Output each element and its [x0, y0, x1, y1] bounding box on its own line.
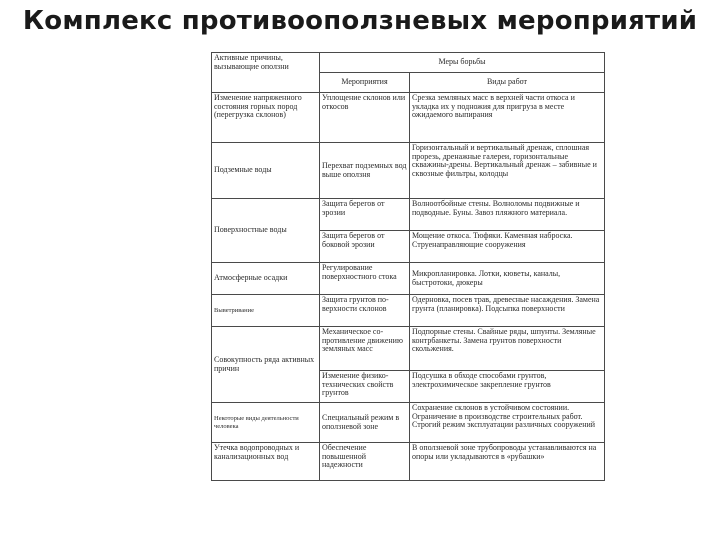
measure-lateral: Защита берегов от боковой эрозии	[320, 231, 410, 263]
work-mats: Мощение откоса. Тюфяки. Каменная наброска. Струенаправляющие сооружения	[410, 231, 605, 263]
measure-protect: Защита грунтов по-верхности склонов	[320, 295, 410, 327]
cause-human: Некоторые виды деятельности человека	[212, 403, 320, 443]
work-dry: Подсушка в обходе способами грунтов, электрохимическое закрепление грунтов	[410, 371, 605, 403]
work-drain: Горизонтальный и вертикальный дренаж, сплошная прорезь, дренажные галереи, горизонтальные скважины-дрены. Вертикальный дренаж – забивные и сквозные фильтры, колодцы	[410, 143, 605, 199]
document-scan	[211, 52, 604, 512]
measure-physico: Изменение физико-технических свойств грунтов	[320, 371, 410, 403]
header-measures: Мероприятия	[320, 73, 410, 93]
cause-stress: Изменение напряженного состояния горных пород (перегрузка склонов)	[212, 93, 320, 143]
cause-precip: Атмосферные осадки	[212, 263, 320, 295]
header-causes: Активные причины, вызывающие оползни	[212, 53, 320, 93]
work-support: Подпорные стены. Свайные ряды, шпунты. Земляные контрбанкеты. Замена грунтов поверхности скольжения.	[410, 327, 605, 371]
landslide-measures-table	[211, 52, 605, 481]
measure-erosion: Защита берегов от эрозии	[320, 199, 410, 231]
measure-intercept: Перехват подземных вод выше оползня	[320, 143, 410, 199]
header-measures-group: Меры борьбы	[320, 53, 605, 73]
measure-slope: Уплощение склонов или откосов	[320, 93, 410, 143]
measure-reliable: Обеспечение повышенной надежности	[320, 443, 410, 481]
measure-regime: Специальный режим в оползневой зоне	[320, 403, 410, 443]
work-cut: Срезка земляных масс в верхней части откоса и укладка их у подножия для пригруза в месте ожидаемого выпирания	[410, 93, 605, 143]
cause-weathering: Выветривание	[212, 295, 320, 327]
measure-resist: Механическое со-противление движению земляных масс	[320, 327, 410, 371]
work-micro: Микропланировка. Лотки, кюветы, каналы, быстротоки, дюкеры	[410, 263, 605, 295]
cause-groundwater: Подземные воды	[212, 143, 320, 199]
header-works: Виды работ	[410, 73, 605, 93]
cause-leak: Утечка водопроводных и канализационных вод	[212, 443, 320, 481]
work-turf: Одерновка, посев трав, древесные насаждения. Замена грунта (планировка). Подсыпка поверхности	[410, 295, 605, 327]
slide-title: Комплекс противооползневых мероприятий	[22, 6, 698, 36]
measure-regulate: Регулирование поверхностного стока	[320, 263, 410, 295]
cause-surface: Поверхностные воды	[212, 199, 320, 263]
cause-combined: Совокупность ряда активных причин	[212, 327, 320, 403]
work-walls: Волноотбойные стены. Волноломы подвижные и подводные. Буны. Завоз пляжного материала.	[410, 199, 605, 231]
work-keep: Сохранение склонов в устойчивом состоянии. Ограничение в производстве строительных работ. Строгий режим эксплуатации различных сооружений	[410, 403, 605, 443]
work-pipes: В оползневой зоне трубопроводы устанавливаются на опоры или укладываются в «рубашки»	[410, 443, 605, 481]
